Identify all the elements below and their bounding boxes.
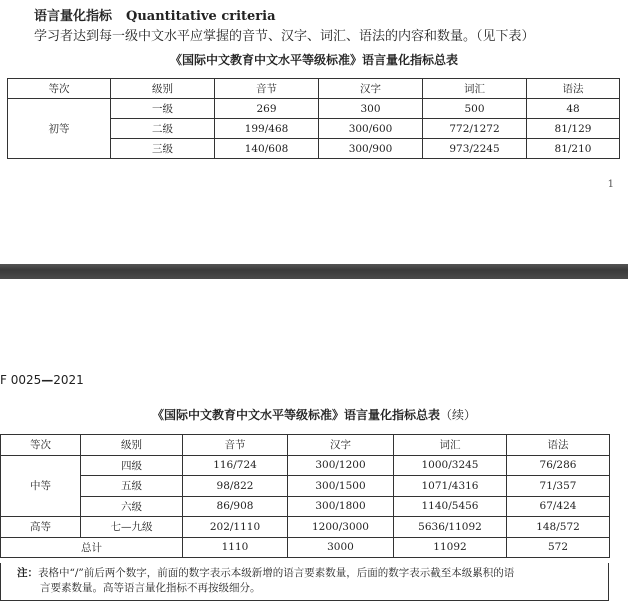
- header-cell: 音节: [215, 79, 319, 99]
- table-cell: 300/1200: [288, 455, 394, 476]
- table-cell: 81/129: [527, 119, 620, 139]
- stage-cell: 初等: [8, 99, 111, 159]
- table-cell: 300/900: [319, 139, 423, 159]
- section-heading: [34, 5, 276, 24]
- table-title-continued: [0, 406, 628, 423]
- table-cell: 48: [527, 99, 620, 119]
- note-line-1: [17, 566, 602, 581]
- table-header-row: [8, 79, 620, 99]
- table-cell: 1000/3245: [394, 455, 507, 476]
- page-divider: [0, 264, 628, 279]
- header-cell: 等次: [1, 435, 81, 456]
- table-cell: 三级: [111, 139, 215, 159]
- total-cell: 11092: [394, 537, 507, 558]
- table-header-row: [1, 435, 610, 456]
- total-cell: 572: [507, 537, 610, 558]
- table-cell: 四级: [81, 455, 183, 476]
- table-cell: 86/908: [183, 496, 288, 517]
- table-cell: 98/822: [183, 476, 288, 497]
- table-note: [0, 563, 609, 601]
- standard-code: [0, 373, 84, 387]
- table-cell: 五级: [81, 476, 183, 497]
- stage-cell: 中等: [1, 455, 81, 517]
- intro-paragraph: 学习者达到每一级中文水平应掌握的音节、汉字、词汇、语法的内容和数量。（见下表）: [34, 29, 535, 44]
- header-cell: 语法: [527, 79, 620, 99]
- table-row: [8, 99, 620, 119]
- header-cell: 级别: [111, 79, 215, 99]
- table-title-text: 《国际中文教育中文水平等级标准》语言量化指标总表: [151, 408, 440, 422]
- table-cell: 148/572: [507, 517, 610, 538]
- table-cell: 1071/4316: [394, 476, 507, 497]
- standard-code-year: 2021: [53, 373, 84, 387]
- table-cell: 一级: [111, 99, 215, 119]
- header-cell: 级别: [81, 435, 183, 456]
- table-cell: 5636/11092: [394, 517, 507, 538]
- table-cell: 300/600: [319, 119, 423, 139]
- table-cell: 300: [319, 99, 423, 119]
- table-row: [1, 496, 610, 517]
- table-cell: 七—九级: [81, 517, 183, 538]
- header-cell: 等次: [8, 79, 111, 99]
- table-cell: 300/1800: [288, 496, 394, 517]
- table-cell: 67/424: [507, 496, 610, 517]
- table-cell: 140/608: [215, 139, 319, 159]
- total-label: 总计: [1, 537, 183, 558]
- header-cell: 汉字: [319, 79, 423, 99]
- note-label: 注：: [17, 567, 38, 579]
- total-cell: 1110: [183, 537, 288, 558]
- note-text-1: 表格中“/”前后两个数字，前面的数字表示本级新增的语言要素数量，后面的数字表示截至本级累积的语: [38, 567, 515, 579]
- header-cell: 汉字: [288, 435, 394, 456]
- table-cell: 71/357: [507, 476, 610, 497]
- table-cell: 1200/3000: [288, 517, 394, 538]
- stage-cell: 高等: [1, 517, 81, 538]
- total-cell: 3000: [288, 537, 394, 558]
- total-row: [1, 537, 610, 558]
- page-number: 1: [607, 179, 614, 190]
- table-cell: 269: [215, 99, 319, 119]
- table-title: 《国际中文教育中文水平等级标准》语言量化指标总表: [169, 53, 458, 67]
- section-heading-en: Quantitative criteria: [126, 9, 276, 24]
- criteria-table: [7, 78, 620, 159]
- table-row: [1, 517, 610, 538]
- table-cell: 二级: [111, 119, 215, 139]
- table-row: [1, 476, 610, 497]
- header-cell: 词汇: [423, 79, 527, 99]
- table-cell: 500: [423, 99, 527, 119]
- table-cell: 1140/5456: [394, 496, 507, 517]
- table-cell: 300/1500: [288, 476, 394, 497]
- table-cell: 772/1272: [423, 119, 527, 139]
- header-cell: 词汇: [394, 435, 507, 456]
- section-heading-cn: 语言量化指标: [34, 9, 113, 24]
- table-cell: 76/286: [507, 455, 610, 476]
- table-cell: 六级: [81, 496, 183, 517]
- table-cell: 81/210: [527, 139, 620, 159]
- table-cell: 199/468: [215, 119, 319, 139]
- table-cell: 116/724: [183, 455, 288, 476]
- header-cell: 语法: [507, 435, 610, 456]
- criteria-table-continued: [0, 434, 610, 558]
- standard-code-dash: —: [41, 373, 54, 387]
- note-text-2: 言要素数量。高等语言量化指标不再按级细分。: [40, 582, 261, 594]
- table-row: [1, 455, 610, 476]
- header-cell: 音节: [183, 435, 288, 456]
- table-cell: 973/2245: [423, 139, 527, 159]
- table-title-suffix: （续）: [440, 408, 477, 422]
- table-cell: 202/1110: [183, 517, 288, 538]
- standard-code-prefix: F 0025: [0, 373, 42, 387]
